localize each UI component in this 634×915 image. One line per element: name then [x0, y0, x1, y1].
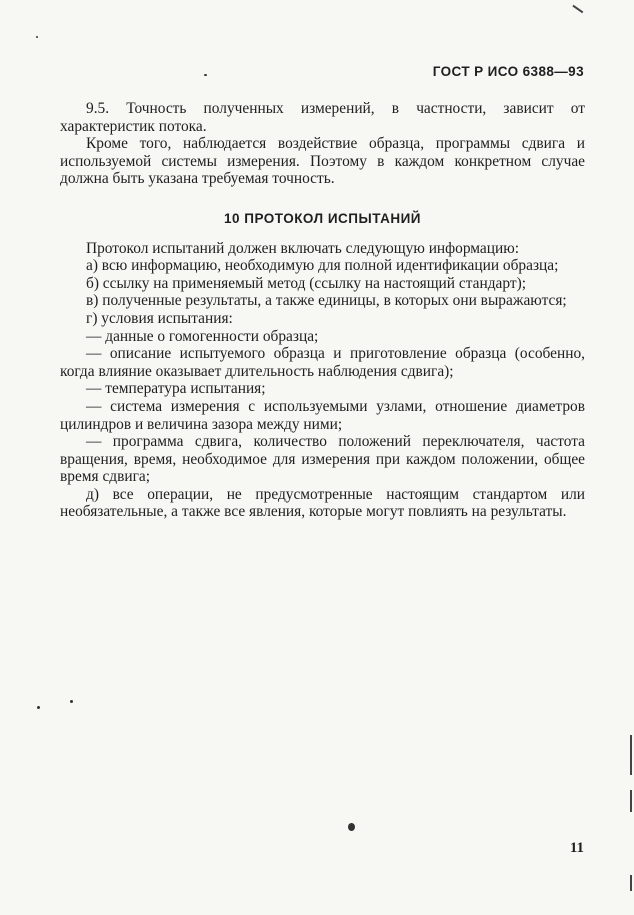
scan-mark [630, 875, 632, 891]
page-number: 11 [569, 840, 584, 856]
list-item: б) ссылку на применяемый метод (ссылку на настоящий стандарт); [86, 274, 526, 292]
scan-speck [37, 706, 40, 709]
scan-speck [70, 700, 73, 703]
paragraph: 9.5. Точность полученных измерений, в частности, зависит от характеристик потока. [60, 100, 585, 135]
scan-speck [204, 74, 207, 76]
list-item: г) условия испытания: [86, 309, 233, 327]
list-item: а) всю информацию, необходимую для полной идентификации образца; [86, 257, 559, 275]
scan-speck [348, 823, 355, 831]
sub-item: — температура испытания; [86, 380, 266, 398]
sub-item: — система измерения с используемыми узлами, отношение диаметров цилиндров и величина зазора между ними; [60, 397, 585, 433]
list-item: д) все операции, не предусмотренные настоящим стандартом или необязательные, а также все явления, которые могут повлиять на результаты. [60, 485, 585, 521]
standard-code: ГОСТ Р ИСО 6388—93 [432, 64, 584, 79]
scan-mark [573, 5, 584, 13]
section-heading: 10 ПРОТОКОЛ ИСПЫТАНИЙ [223, 210, 421, 226]
document-body [60, 100, 585, 521]
scan-speck [36, 36, 38, 38]
paragraph: Протокол испытаний должен включать следующую информацию: [86, 239, 520, 257]
sub-item: — программа сдвига, количество положений переключателя, частота вращения, время, необходимое для измерения при каждом положении, общее время сдвига; [60, 433, 585, 486]
sub-item: — описание испытуемого образца и приготовление образца (особенно, когда влияние оказывает длительность наблюдения сдвига); [60, 345, 585, 380]
paragraph: Кроме того, наблюдается воздействие образца, программы сдвига и используемой системы измерения. Поэтому в каждом конкретном случае должна быть указана требуемая точность. [60, 135, 585, 188]
sub-item: — данные о гомогенности образца; [86, 327, 319, 345]
scan-mark [630, 735, 632, 775]
scan-mark [630, 790, 632, 812]
list-item: в) полученные результаты, а также единицы, в которых они выражаются; [86, 292, 567, 310]
